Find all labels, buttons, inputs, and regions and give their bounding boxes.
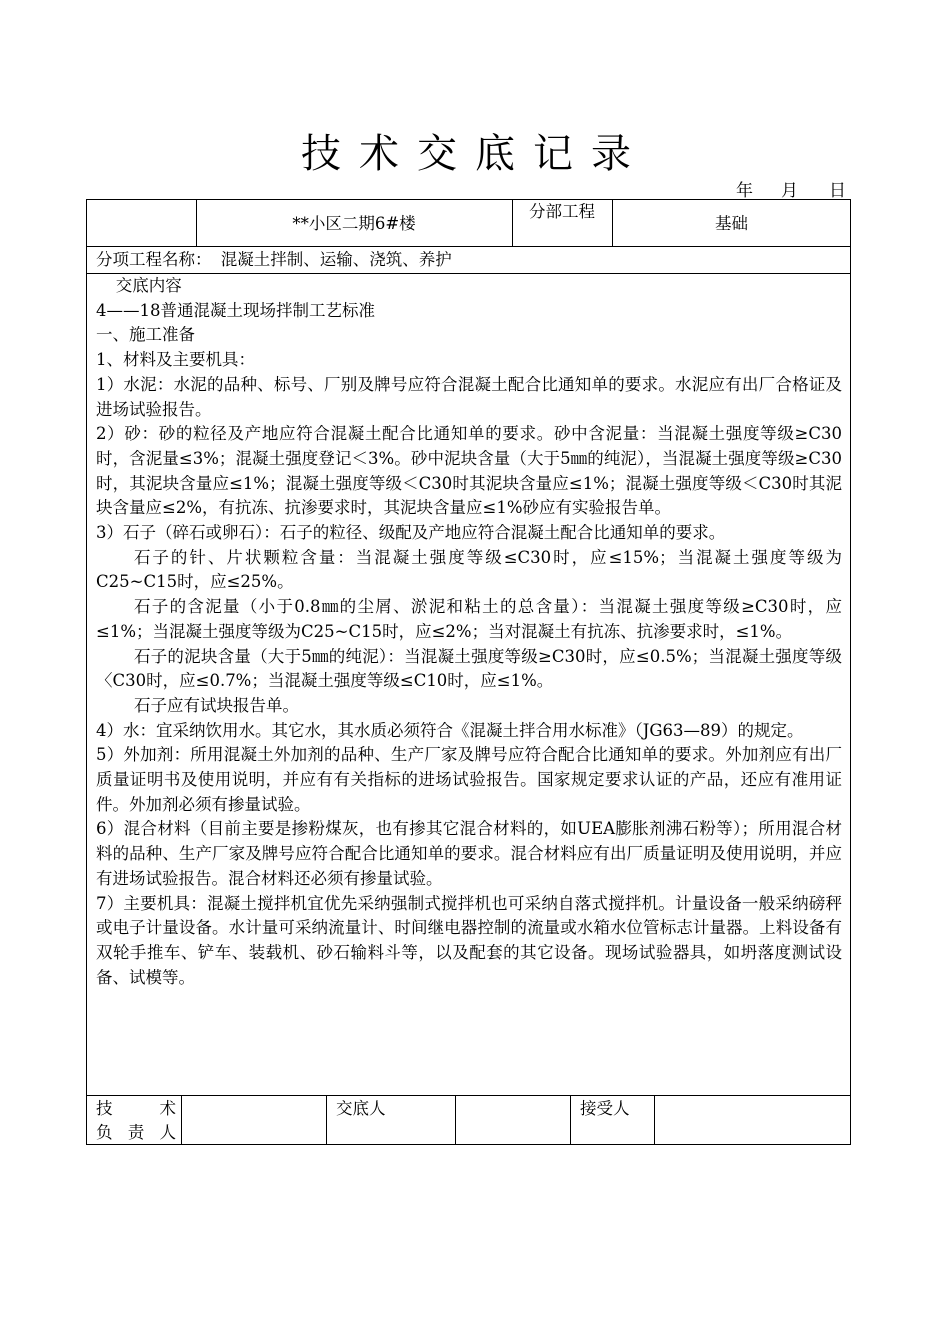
content-paragraph: 4——18普通混凝土现场拌制工艺标准: [96, 300, 375, 320]
tech-lead-label: 技 术: [96, 1099, 176, 1118]
project-name: **小区二期6#楼: [292, 214, 416, 233]
subunit-value: 基础: [715, 214, 748, 233]
content-paragraph: 石子的泥块含量（大于5㎜的纯泥）：当混凝土强度等级≥C30时，应≤0.5%；当混凝土强度等级〈C30时，应≤0.7%；当混凝土强度等级≤C10时，应≤1%。: [96, 646, 842, 691]
date-month-label: 月: [781, 181, 798, 201]
item-name-label: 分项工程名称：: [96, 250, 212, 269]
content-paragraph: 2）砂：砂的粒径及产地应符合混凝土配合比通知单的要求。砂中含泥量：当混凝土强度等级≥C30时，含泥量≤3%；混凝土强度登记＜3%。砂中泥块含量（大于5㎜的纯泥），当混凝土强度等级≥C30时，其泥块含量应≤1%；混凝土强度等级＜C30时其泥块含量应≤1%；混凝土强度等级＜C30时其泥块含量应≤2%，有抗冻、抗渗要求时，其泥块含量应≤1%砂应有实验报告单。: [96, 424, 842, 518]
divider: [326, 1095, 327, 1145]
content-paragraph: 7）主要机具：混凝土搅拌机宜优先采纳强制式搅拌机也可采纳自落式搅拌机。计量设备一般采纳磅秤或电子计量设备。水计量可采纳流量计、时间继电器控制的流量或水箱水位管标志计量器。上料设备有双轮手推车、铲车、装载机、砂石输料斗等，以及配套的其它设备。现场试验器具，如坍落度测试设备、试模等。: [96, 893, 842, 987]
item-name-row: [96, 248, 452, 272]
divider: [570, 1095, 571, 1145]
content-paragraph: 6）混合材料（目前主要是掺粉煤灰，也有掺其它混合材料的，如UEA膨胀剂沸石粉等）；所用混合材料的品种、生产厂家及牌号应符合配合比通知单的要求。混合材料应有出厂质量证明及使用说明，并应有进场试验报告。混合材料还必须有掺量试验。: [96, 819, 842, 888]
divider: [654, 1095, 655, 1145]
item-name-value: 混凝土拌制、运输、浇筑、养护: [220, 250, 452, 269]
content-heading: 交底内容: [115, 276, 182, 295]
divider: [86, 246, 851, 247]
subunit-label: 分部工程: [529, 202, 595, 221]
content-paragraph: 3）石子（碎石或卵石）：石子的粒径、级配及产地应符合混凝土配合比通知单的要求。: [96, 523, 726, 543]
content-paragraph: 石子的含泥量（小于0.8㎜的尘屑、淤泥和粘土的总含量）：当混凝土强度等级≥C30时，应≤1%；当混凝土强度等级为C25~C15时，应≤2%；当对混凝土有抗冻、抗渗要求时，≤1%。: [96, 597, 842, 641]
content-paragraph: 5）外加剂：所用混凝土外加剂的品种、生产厂家及牌号应符合配合比通知单的要求。外加剂应有出厂质量证明书及使用说明，并应有有关指标的进场试验报告。国家规定要求认证的产品，还应有准用证件。外加剂必须有掺量试验。: [96, 745, 842, 814]
date-year-label: 年: [736, 181, 753, 201]
content-paragraph: 4）水：宜采纳饮用水。其它水，其水质必须符合《混凝土拌合用水标准》（JG63—89）的规定。: [96, 720, 804, 740]
date-day-label: 日: [829, 181, 846, 201]
divider: [455, 1095, 456, 1145]
content-paragraph: 一、施工准备: [96, 325, 195, 345]
handover-person-label: 交底人: [336, 1099, 386, 1118]
content-paragraph: 1、材料及主要机具：: [96, 350, 255, 370]
receiver-label: 接受人: [580, 1099, 630, 1118]
page-title: 技术交底记录: [301, 131, 649, 177]
divider: [181, 1095, 182, 1145]
content-paragraph: 石子的针、片状颗粒含量：当混凝土强度等级≤C30时，应≤15%；当混凝土强度等级为C25~C15时，应≤25%。: [96, 547, 842, 592]
tech-lead-label-line2: 负责人: [96, 1123, 176, 1142]
handover-content: [96, 274, 842, 990]
divider: [86, 1095, 851, 1096]
content-paragraph: 1）水泥：水泥的品种、标号、厂别及牌号应符合混凝土配合比通知单的要求。水泥应有出厂合格证及进场试验报告。: [96, 374, 842, 419]
content-paragraph: 石子应有试块报告单。: [133, 695, 299, 715]
